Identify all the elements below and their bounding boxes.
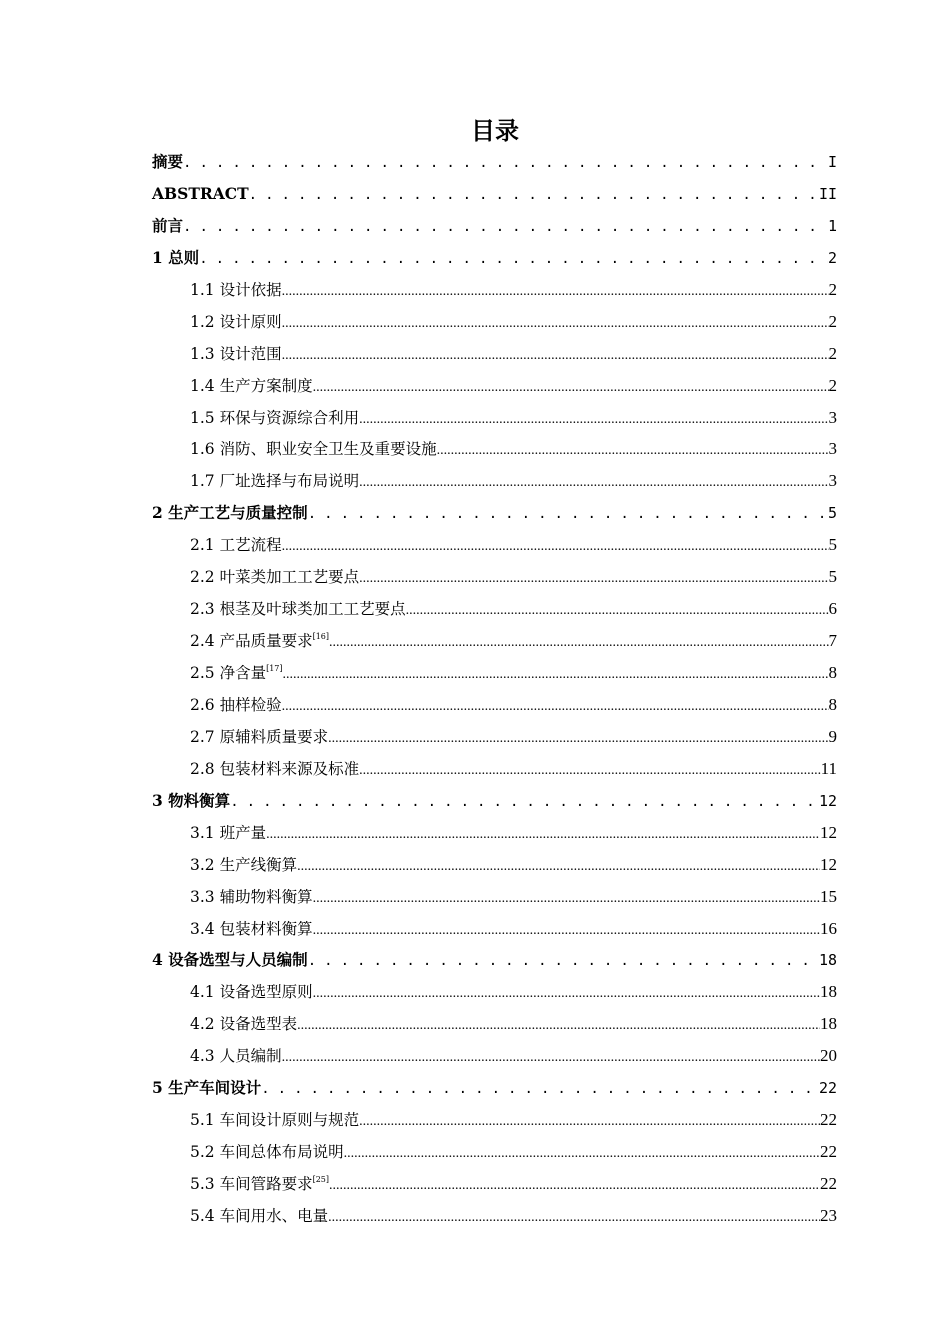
- toc-entry-label: [190, 403, 359, 435]
- toc-section-entry[interactable]: [152, 274, 837, 306]
- toc-section-entry[interactable]: [152, 1136, 837, 1168]
- toc-page-number: 12: [820, 854, 837, 874]
- toc-entry-text: 2.2 叶菜类加工工艺要点: [190, 568, 360, 587]
- toc-entry-text: 4.3 人员编制: [190, 1047, 282, 1066]
- toc-page-number: 2: [828, 343, 837, 363]
- dot-leader: [437, 434, 829, 467]
- dot-leader: [183, 211, 828, 244]
- toc-page-number: 2: [828, 311, 837, 331]
- dot-leader: [308, 498, 828, 531]
- toc-entry-label: [190, 818, 266, 850]
- toc-entry-label: [190, 371, 313, 403]
- toc-section-entry[interactable]: [152, 817, 837, 849]
- toc-list: [152, 146, 837, 1232]
- toc-page-number: 1: [827, 216, 837, 235]
- toc-page-number: 6: [828, 599, 837, 619]
- toc-entry-text: 1 总则: [152, 247, 200, 267]
- toc-chapter-entry[interactable]: [152, 944, 837, 976]
- toc-entry-label: [152, 146, 183, 178]
- dot-leader: [282, 339, 829, 372]
- dot-leader: [297, 1009, 820, 1042]
- toc-entry-text: 2 生产工艺与质量控制: [152, 503, 308, 523]
- toc-section-entry[interactable]: [152, 370, 837, 402]
- toc-section-entry[interactable]: [152, 465, 837, 497]
- dot-leader: [261, 1073, 819, 1106]
- toc-entry-label: [190, 466, 359, 498]
- toc-section-entry[interactable]: [152, 881, 837, 913]
- dot-leader: [282, 1041, 820, 1074]
- toc-page-number: 16: [820, 918, 837, 938]
- toc-entry-label: [152, 944, 308, 976]
- toc-page-number: 18: [820, 1014, 837, 1034]
- toc-page-number: 2: [828, 279, 837, 299]
- dot-leader: [344, 1137, 820, 1170]
- dot-leader: [283, 658, 829, 691]
- toc-page-number: 12: [820, 822, 837, 842]
- dot-leader: [297, 850, 820, 883]
- toc-page-number: 18: [818, 951, 837, 970]
- toc-entry-text: 5 生产车间设计: [152, 1078, 262, 1098]
- dot-leader: [249, 179, 819, 212]
- toc-entry-text: 5.1 车间设计原则与规范: [190, 1111, 360, 1130]
- toc-entry-text: 1.4 生产方案制度: [190, 376, 313, 395]
- toc-entry-text: 4 设备选型与人员编制: [152, 950, 308, 970]
- toc-section-entry[interactable]: [152, 976, 837, 1008]
- toc-entry-label: [190, 626, 329, 658]
- toc-entry-label: [190, 1137, 344, 1169]
- toc-entry-label: [152, 785, 230, 817]
- dot-leader: [328, 722, 828, 755]
- toc-entry-text: 3.2 生产线衡算: [190, 855, 298, 874]
- toc-entry-label: [190, 1009, 297, 1041]
- toc-section-entry[interactable]: [152, 753, 837, 785]
- toc-section-entry[interactable]: [152, 433, 837, 465]
- toc-page-number: 8: [828, 663, 837, 682]
- citation-marker: [25]: [312, 1175, 329, 1184]
- toc-entry-text: 2.5 净含量: [190, 664, 267, 682]
- toc-page-number: 5: [828, 535, 837, 555]
- toc-entry-label: [190, 1201, 328, 1233]
- dot-leader: [266, 818, 820, 851]
- toc-entry-label: [152, 210, 183, 242]
- toc-entry-label: [190, 275, 282, 307]
- dot-leader: [230, 786, 819, 819]
- toc-page-number: 20: [820, 1046, 837, 1066]
- toc-entry-label: [152, 178, 249, 210]
- toc-chapter-entry[interactable]: [152, 178, 837, 210]
- toc-entry-label: [190, 977, 313, 1009]
- toc-entry-label: [190, 882, 313, 914]
- toc-section-entry[interactable]: [152, 402, 837, 434]
- dot-leader: [282, 275, 829, 308]
- toc-section-entry[interactable]: [152, 1104, 837, 1136]
- toc-entry-label: [190, 530, 282, 562]
- toc-entry-label: [152, 497, 308, 529]
- toc-entry-label: [190, 434, 437, 466]
- toc-section-entry[interactable]: [152, 529, 837, 561]
- toc-entry-text: 3.1 班产量: [190, 823, 267, 842]
- toc-entry-label: [190, 914, 313, 946]
- toc-entry-text: 1.2 设计原则: [190, 312, 282, 331]
- toc-page-number: 22: [820, 1142, 837, 1162]
- toc-section-entry[interactable]: [152, 1008, 837, 1040]
- toc-entry-text: 2.1 工艺流程: [190, 536, 282, 555]
- toc-entry-label: [152, 242, 199, 274]
- toc-page-number: 2: [827, 248, 837, 267]
- toc-page-number: 22: [818, 1079, 837, 1098]
- dot-leader: [313, 977, 820, 1010]
- toc-entry-text: 2.3 根茎及叶球类加工工艺要点: [190, 600, 406, 619]
- toc-entry-text: 3.4 包装材料衡算: [190, 919, 313, 938]
- dot-leader: [199, 243, 828, 276]
- toc-entry-text: 4.1 设备选型原则: [190, 983, 313, 1002]
- toc-entry-label: [190, 594, 406, 626]
- toc-page-number: 22: [820, 1110, 837, 1130]
- toc-section-entry[interactable]: [152, 1200, 837, 1232]
- toc-entry-text: 2.4 产品质量要求: [190, 632, 313, 651]
- dot-leader: [359, 403, 828, 436]
- toc-title: 目录: [471, 117, 519, 145]
- toc-page-number: 8: [828, 694, 837, 714]
- dot-leader: [328, 1201, 820, 1234]
- toc-entry-text: 3 物料衡算: [152, 790, 231, 810]
- toc-entry-text: 3.3 辅助物料衡算: [190, 887, 313, 906]
- toc-section-entry[interactable]: [152, 657, 837, 689]
- toc-chapter-entry[interactable]: [152, 146, 837, 178]
- dot-leader: [359, 466, 828, 499]
- toc-page-number: 3: [828, 439, 837, 459]
- toc-entry-text: 2.8 包装材料来源及标准: [190, 759, 360, 778]
- toc-page-number: 18: [820, 982, 837, 1002]
- dot-leader: [282, 530, 829, 563]
- toc-entry-label: [190, 1169, 329, 1201]
- dot-leader: [359, 754, 821, 787]
- toc-page-number: 15: [820, 886, 837, 906]
- toc-page-number: 7: [828, 631, 837, 651]
- toc-entry-text: 1.1 设计依据: [190, 280, 282, 299]
- toc-chapter-entry[interactable]: [152, 497, 837, 529]
- citation-marker: [16]: [312, 632, 329, 642]
- toc-entry-label: [152, 1072, 261, 1104]
- toc-entry-text: ABSTRACT: [152, 183, 249, 203]
- toc-entry-label: [190, 339, 282, 371]
- dot-leader: [313, 914, 820, 947]
- toc-entry-text: 1.6 消防、职业安全卫生及重要设施: [190, 440, 437, 459]
- toc-chapter-entry[interactable]: [152, 1072, 837, 1104]
- toc-section-entry[interactable]: [152, 1040, 837, 1072]
- dot-leader: [329, 1169, 820, 1202]
- toc-page-number: 2: [828, 375, 837, 395]
- dot-leader: [282, 307, 829, 340]
- toc-section-entry[interactable]: [152, 625, 837, 657]
- toc-entry-label: [190, 562, 359, 594]
- toc-entry-label: [190, 850, 297, 882]
- toc-page-number: 5: [828, 567, 837, 587]
- toc-entry-text: 2.6 抽样检验: [190, 695, 282, 714]
- toc-section-entry[interactable]: [152, 721, 837, 753]
- toc-page-number: 3: [828, 407, 837, 427]
- toc-section-entry[interactable]: [152, 689, 837, 721]
- toc-page-number: 11: [820, 758, 837, 778]
- toc-page-number: 3: [828, 471, 837, 491]
- toc-section-entry[interactable]: [152, 561, 837, 593]
- toc-entry-label: [190, 690, 282, 722]
- toc-chapter-entry[interactable]: [152, 242, 837, 274]
- dot-leader: [313, 882, 820, 915]
- dot-leader: [359, 562, 828, 595]
- toc-page-number: II: [818, 184, 837, 203]
- dot-leader: [359, 1105, 820, 1138]
- toc-entry-label: [190, 1041, 282, 1073]
- dot-leader: [282, 690, 829, 723]
- toc-page-number: 12: [818, 791, 837, 810]
- toc-entry-label: [190, 658, 283, 690]
- citation-marker: [17]: [266, 664, 283, 673]
- toc-entry-text: 前言: [152, 215, 184, 235]
- toc-entry-label: [190, 1105, 359, 1137]
- toc-page-number: 9: [828, 726, 837, 746]
- toc-section-entry[interactable]: [152, 338, 837, 370]
- toc-section-entry[interactable]: [152, 913, 837, 945]
- toc-page-number: I: [827, 153, 837, 171]
- toc-entry-text: 摘要: [152, 152, 184, 171]
- toc-section-entry[interactable]: [152, 593, 837, 625]
- toc-entry-text: 1.7 厂址选择与布局说明: [190, 472, 360, 491]
- dot-leader: [329, 626, 829, 659]
- dot-leader: [406, 594, 829, 627]
- toc-entry-text: 2.7 原辅料质量要求: [190, 727, 329, 746]
- toc-section-entry[interactable]: [152, 306, 837, 338]
- dot-leader: [313, 371, 829, 404]
- toc-entry-text: 5.2 车间总体布局说明: [190, 1143, 344, 1162]
- toc-chapter-entry[interactable]: [152, 785, 837, 817]
- dot-leader: [308, 945, 819, 978]
- toc-entry-text: 1.5 环保与资源综合利用: [190, 408, 360, 427]
- toc-entry-text: 1.3 设计范围: [190, 344, 282, 363]
- toc-section-entry[interactable]: [152, 1168, 837, 1200]
- toc-entry-label: [190, 307, 282, 339]
- toc-page-number: 23: [820, 1205, 837, 1225]
- toc-page-number: 5: [827, 504, 837, 523]
- toc-entry-label: [190, 754, 359, 786]
- dot-leader: [183, 147, 828, 180]
- toc-entry-label: [190, 722, 328, 754]
- toc-chapter-entry[interactable]: [152, 210, 837, 242]
- toc-page-number: 22: [820, 1174, 837, 1193]
- toc-entry-text: 5.3 车间管路要求: [190, 1175, 313, 1193]
- toc-entry-text: 4.2 设备选型表: [190, 1015, 298, 1034]
- toc-entry-text: 5.4 车间用水、电量: [190, 1206, 329, 1225]
- toc-section-entry[interactable]: [152, 849, 837, 881]
